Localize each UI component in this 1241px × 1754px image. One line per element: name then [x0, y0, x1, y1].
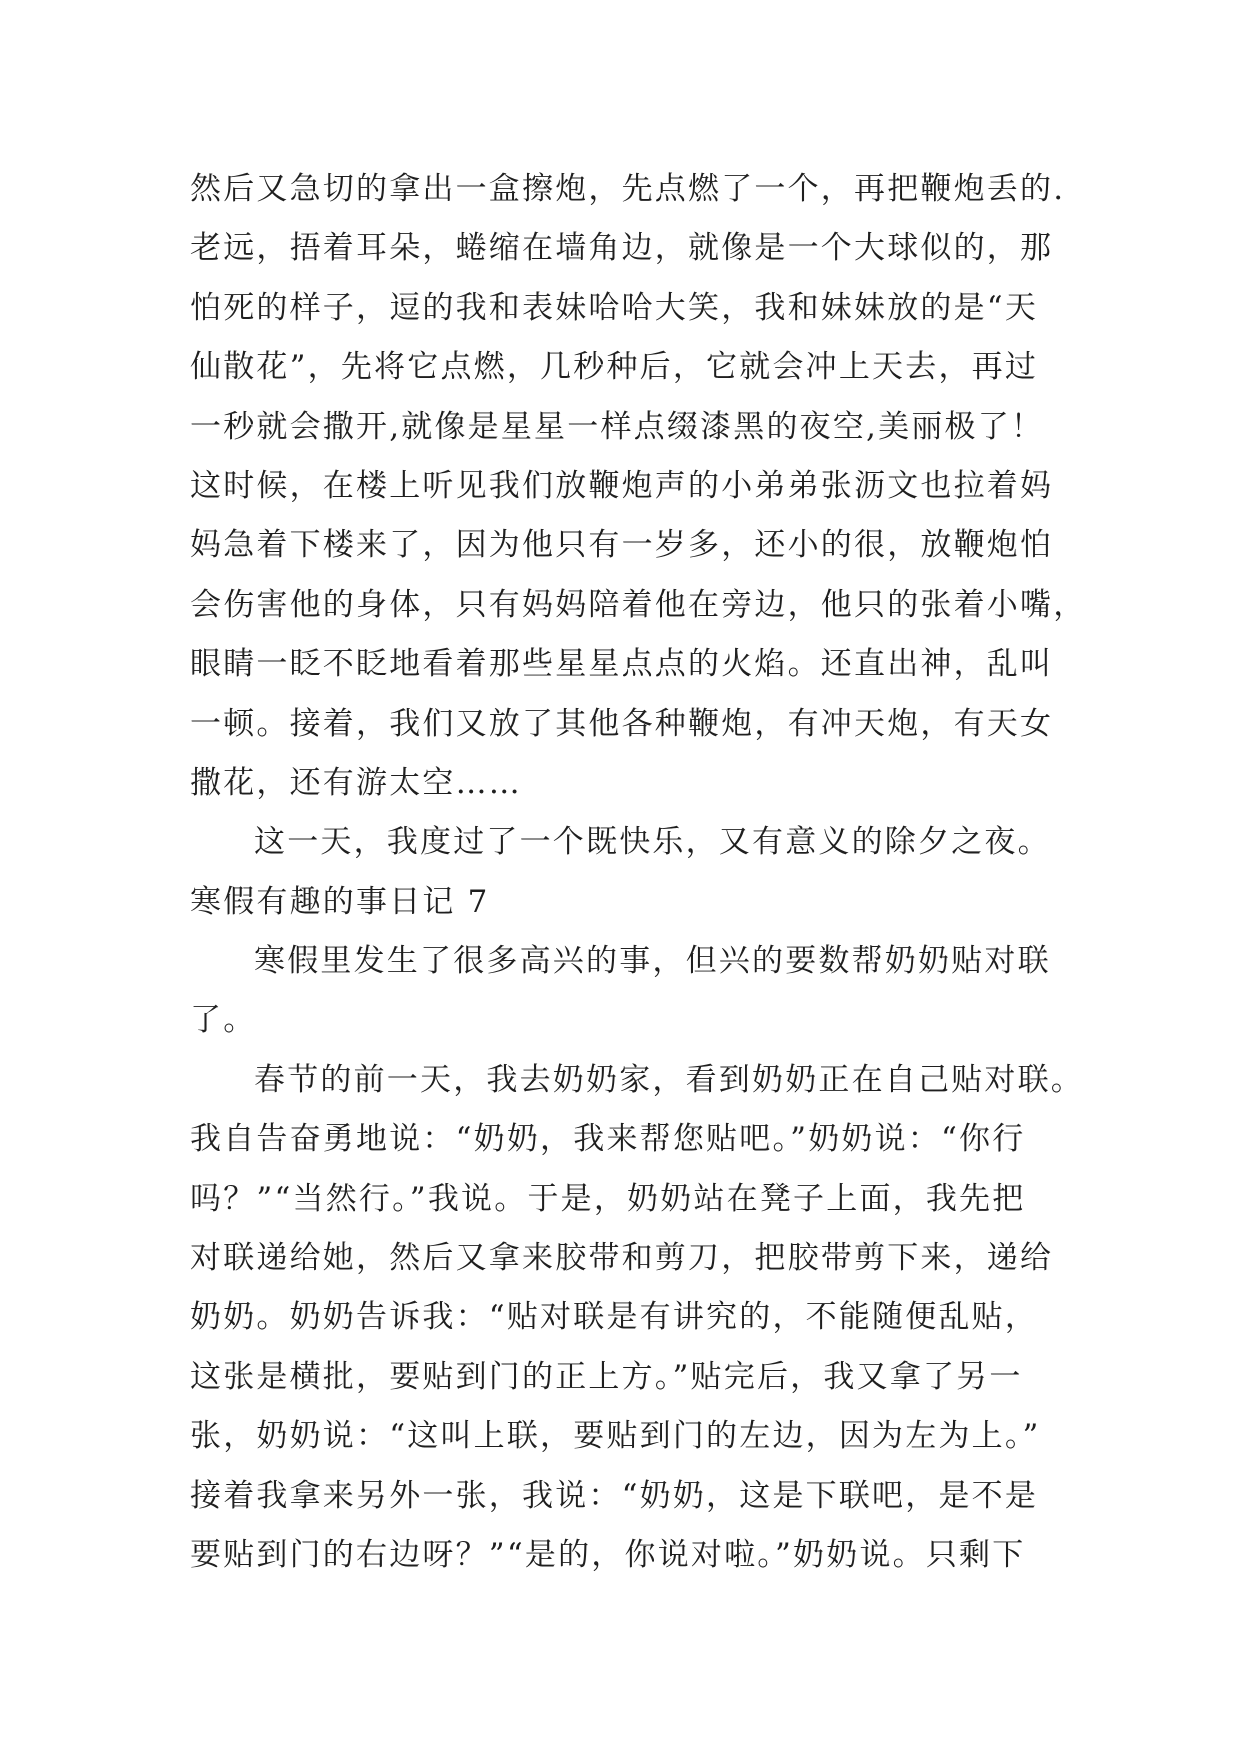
- text-line: 仙散花”，先将它点燃，几秒种后，它就会冲上天去，再过: [190, 349, 1039, 386]
- text-line: 老远，捂着耳朵，蜷缩在墙角边，就像是一个大球似的，那: [190, 230, 1054, 267]
- text-line: 接着我拿来另外一张，我说：“奶奶，这是下联吧，是不是: [190, 1477, 1039, 1514]
- paragraph-first-line: 寒假里发生了很多高兴的事，但兴的要数帮奶奶贴对联: [254, 943, 1051, 980]
- section-heading: 寒假有趣的事日记 7: [190, 883, 490, 920]
- text-line: 怕死的样子，逗的我和表妹哈哈大笑，我和妹妹放的是“天: [190, 289, 1039, 326]
- text-line: 撒花，还有游太空……: [190, 764, 522, 801]
- text-line: 吗？”“当然行。”我说。于是，奶奶站在凳子上面，我先把: [190, 1180, 1026, 1217]
- text-line: 这时候，在楼上听见我们放鞭炮声的小弟弟张沥文也拉着妈: [190, 467, 1054, 504]
- text-line: 了。: [190, 1002, 257, 1039]
- text-line: 一顿。接着，我们又放了其他各种鞭炮，有冲天炮，有天女: [190, 705, 1054, 742]
- text-line: 张，奶奶说：“这叫上联，要贴到门的左边，因为左为上。”: [190, 1418, 1041, 1455]
- text-line: 会伤害他的身体，只有妈妈陪着他在旁边，他只的张着小嘴，: [190, 586, 1087, 623]
- text-line: 眼睛一眨不眨地看着那些星星点点的火焰。还直出神，乱叫: [190, 646, 1054, 683]
- text-line: 要贴到门的右边呀？”“是的，你说对啦。”奶奶说。只剩下: [190, 1536, 1026, 1573]
- text-line: 奶奶。奶奶告诉我：“贴对联是有讲究的，不能随便乱贴，: [190, 1299, 1039, 1336]
- text-line: 我自告奋勇地说：“奶奶，我来帮您贴吧。”奶奶说：“你行: [190, 1121, 1026, 1158]
- paragraph-first-line: 这一天，我度过了一个既快乐，又有意义的除夕之夜。: [254, 824, 1051, 861]
- text-line: 这张是横批，要贴到门的正上方。”贴完后，我又拿了另一: [190, 1358, 1023, 1395]
- text-line: 然后又急切的拿出一盒擦炮，先点燃了一个，再把鞭炮丢的.: [190, 171, 1066, 207]
- text-line: 妈急着下楼来了，因为他只有一岁多，还小的很，放鞭炮怕: [190, 527, 1054, 564]
- text-line: 一秒就会撒开,就像是星星一样点缀漆黑的夜空,美丽极了！: [190, 408, 1045, 445]
- paragraph-first-line: 春节的前一天，我去奶奶家，看到奶奶正在自己贴对联。: [254, 1061, 1084, 1098]
- text-line: 对联递给她，然后又拿来胶带和剪刀，把胶带剪下来，递给: [190, 1240, 1054, 1277]
- document-body: [190, 160, 1087, 1585]
